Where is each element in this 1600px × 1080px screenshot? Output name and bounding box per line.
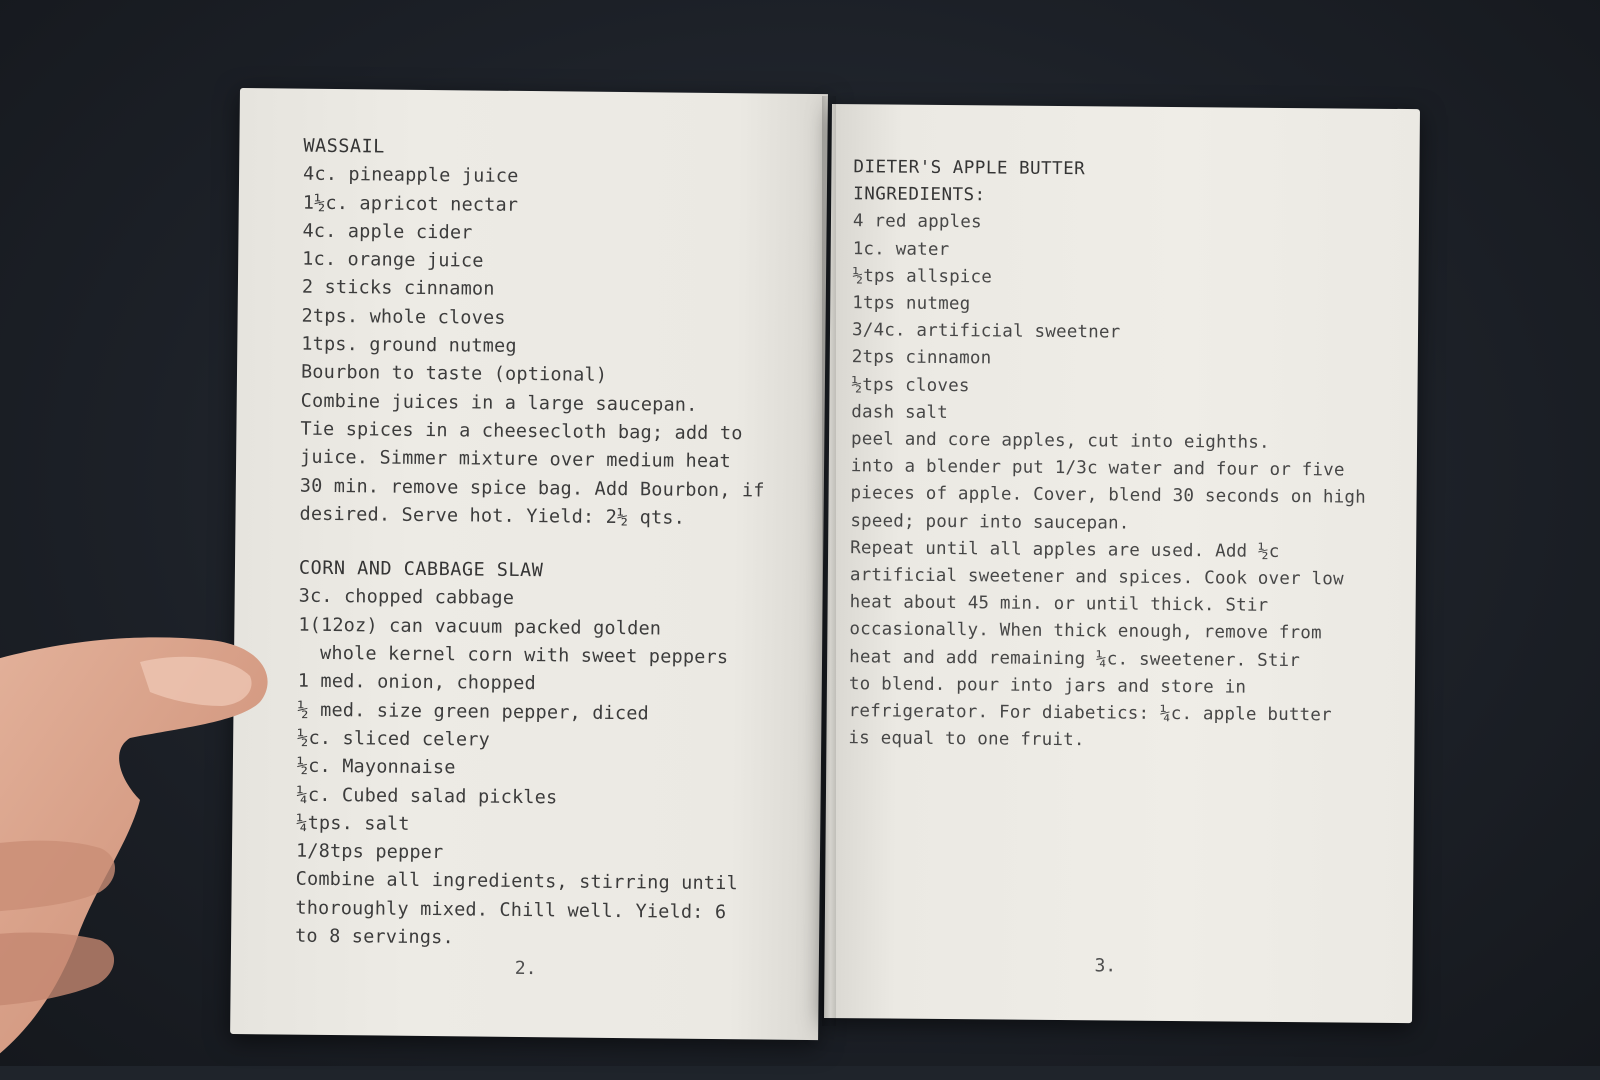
recipe-line: 2tps cinnamon bbox=[851, 347, 992, 369]
right-page-number: 3. bbox=[1094, 955, 1117, 977]
recipe-line: Tie spices in a cheesecloth bag; add to bbox=[300, 418, 743, 445]
recipe-line: Combine all ingredients, stirring until bbox=[295, 869, 738, 895]
booklet-spine-gutter bbox=[822, 96, 836, 1026]
recipe-line: Combine juices in a large saucepan. bbox=[300, 390, 698, 416]
recipe-line: 1c. orange juice bbox=[302, 248, 484, 272]
recipe-line: 2tps. whole cloves bbox=[301, 305, 506, 329]
recipe-heading: DIETER'S APPLE BUTTER bbox=[853, 157, 1086, 180]
recipe-line: 4c. pineapple juice bbox=[302, 163, 519, 188]
recipe-line: speed; pour into saucepan. bbox=[850, 510, 1130, 534]
recipe-line: occasionally. When thick enough, remove from bbox=[849, 619, 1322, 644]
recipe-line: 30 min. remove spice bag. Add Bourbon, if bbox=[299, 475, 765, 502]
hand-thumb-image bbox=[0, 610, 290, 1080]
recipe-line: 1 med. onion, chopped bbox=[297, 670, 536, 695]
recipe-line: 4 red apples bbox=[852, 211, 982, 233]
recipe-line: ¼c. Cubed salad pickles bbox=[296, 784, 558, 808]
recipe-line: 1½c. apricot nectar bbox=[302, 192, 519, 216]
right-page-text-block bbox=[848, 154, 1389, 757]
recipe-line: 1c. water bbox=[852, 238, 950, 260]
left-page-number: 2. bbox=[514, 957, 537, 980]
recipe-line: peel and core apples, cut into eighths. bbox=[850, 429, 1270, 453]
recipe-line: 2 sticks cinnamon bbox=[301, 277, 495, 301]
recipe-line: dash salt bbox=[851, 402, 949, 423]
recipe-line: ½c. Mayonnaise bbox=[296, 755, 456, 779]
recipe-line: juice. Simmer mixture over medium heat bbox=[300, 446, 732, 473]
recipe-heading: INGREDIENTS: bbox=[853, 184, 986, 206]
recipe-line: ¼tps. salt bbox=[296, 812, 410, 835]
recipe-line: ½ med. size green pepper, diced bbox=[297, 699, 650, 724]
left-page-text-block bbox=[295, 133, 798, 956]
recipe-line: refrigerator. For diabetics: ¼c. apple butter bbox=[848, 701, 1332, 726]
recipe-line: thoroughly mixed. Chill well. Yield: 6 bbox=[295, 897, 727, 923]
recipe-line: whole kernel corn with sweet peppers bbox=[319, 642, 729, 669]
recipe-line: to 8 servings. bbox=[295, 925, 454, 949]
recipe-line: Bourbon to taste (optional) bbox=[300, 362, 608, 387]
recipe-line: ½c. sliced celery bbox=[297, 727, 491, 751]
recipe-line: 4c. apple cider bbox=[302, 220, 473, 244]
recipe-line: desired. Serve hot. Yield: 2½ qts. bbox=[299, 503, 686, 529]
recipe-line: 1/8tps pepper bbox=[295, 840, 444, 864]
left-page bbox=[230, 88, 828, 1040]
recipe-heading: CORN AND CABBAGE SLAW bbox=[298, 557, 544, 582]
recipe-line: 3c. chopped cabbage bbox=[298, 586, 515, 610]
recipe-line: 1tps. ground nutmeg bbox=[301, 333, 517, 357]
recipe-line: heat and add remaining ¼c. sweetener. Stir bbox=[849, 646, 1301, 671]
recipe-line: artificial sweetener and spices. Cook over low bbox=[849, 565, 1344, 590]
recipe-line: to blend. pour into jars and store in bbox=[848, 674, 1247, 698]
recipe-line: 1(12oz) can vacuum packed golden bbox=[298, 614, 662, 640]
recipe-line: into a blender put 1/3c water and four or five bbox=[850, 456, 1345, 481]
recipe-line: ½tps allspice bbox=[852, 265, 993, 288]
recipe-line: is equal to one fruit. bbox=[848, 728, 1085, 751]
recipe-line: pieces of apple. Cover, blend 30 seconds on high bbox=[850, 483, 1366, 509]
recipe-line: ½tps cloves bbox=[851, 374, 970, 396]
right-page bbox=[824, 104, 1420, 1023]
recipe-heading: WASSAIL bbox=[303, 135, 385, 158]
recipe-line: 3/4c. artificial sweetner bbox=[851, 320, 1121, 343]
recipe-line: heat about 45 min. or until thick. Stir bbox=[849, 592, 1269, 617]
recipe-line: Repeat until all apples are used. Add ½c bbox=[850, 538, 1280, 562]
recipe-line: 1tps nutmeg bbox=[852, 293, 971, 315]
